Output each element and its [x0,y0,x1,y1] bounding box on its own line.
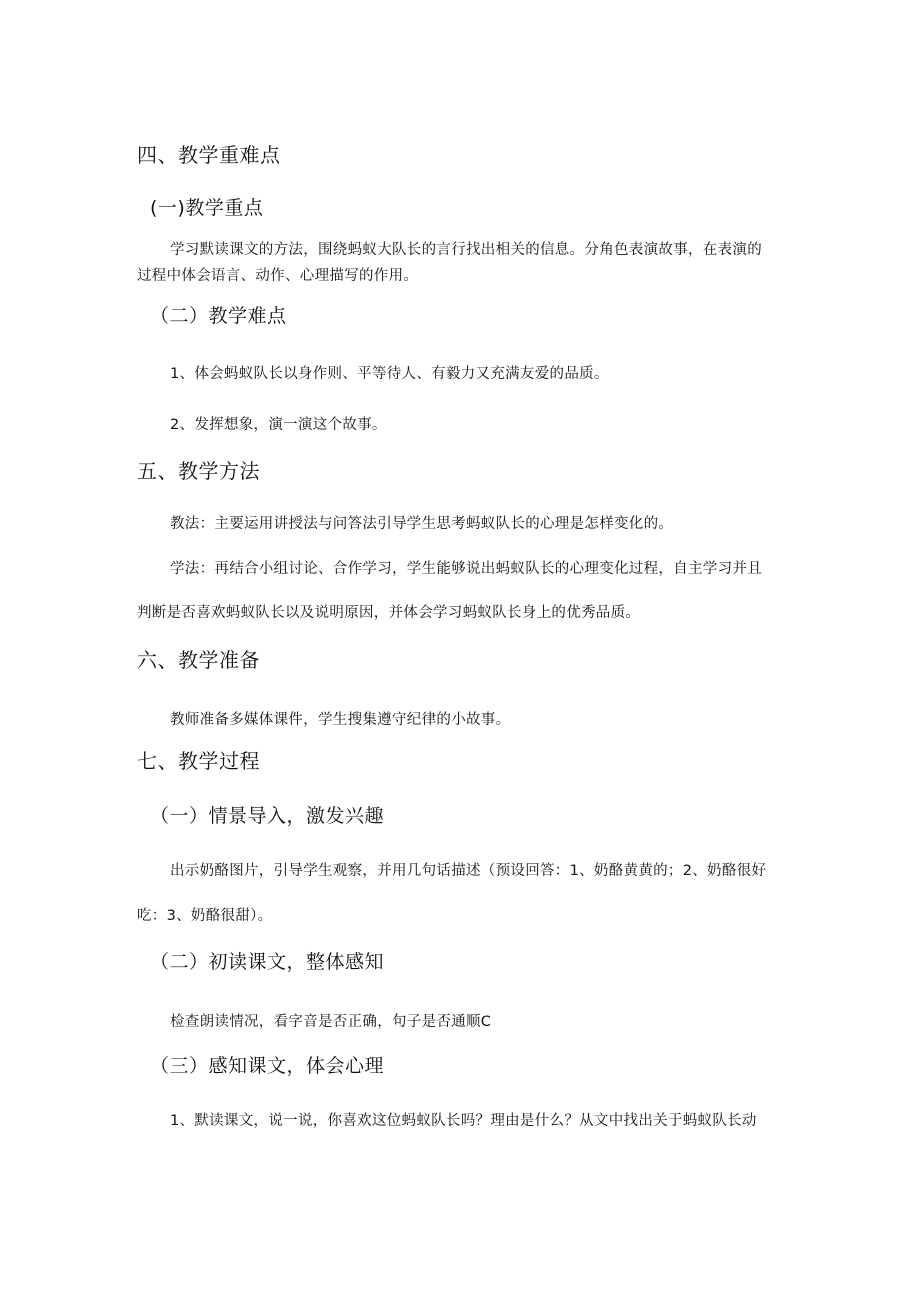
section-heading-4: 四、教学重难点 [137,143,281,167]
list-item: 1、体会蚂蚁队长以身作则、平等待人、有毅力又充满友爱的品质。 [170,366,609,382]
subheading-difficulties: （二）教学难点 [150,305,287,327]
paragraph-line: 学习默读课文的方法，围绕蚂蚁大队长的言行找出相关的信息。分角色表演故事，在表演的 [170,242,762,258]
subheading-introduction: （一）情景导入，激发兴趣 [150,805,385,827]
section-heading-5: 五、教学方法 [137,459,260,483]
paragraph-line: 检查朗读情况，看字音是否正确，句子是否通顺C [170,1014,492,1030]
paragraph-line: 1、默读课文，说一说，你喜欢这位蚂蚁队长吗？理由是什么？从文中找出关于蚂蚁队长动 [170,1113,757,1129]
paragraph-line: 学法：再结合小组讨论、合作学习，学生能够说出蚂蚁队长的心理变化过程，自主学习并且 [170,561,762,577]
section-heading-7: 七、教学过程 [137,749,260,773]
paragraph-line: 出示奶酪图片，引导学生观察，并用几句话描述（预设回答：1、奶酪黄黄的；2、奶酪很好 [170,863,767,879]
subheading-key-points: (一)教学重点 [150,197,264,219]
subheading-perceive-text: （三）感知课文，体会心理 [150,1055,385,1077]
paragraph-line: 教法：主要运用讲授法与问答法引导学生思考蚂蚁队长的心理是怎样变化的。 [170,516,674,532]
paragraph-line: 过程中体会语言、动作、心理描写的作用。 [137,268,419,284]
section-heading-6: 六、教学准备 [137,648,260,672]
subheading-first-reading: （二）初读课文，整体感知 [150,951,385,973]
list-item: 2、发挥想象，演一演这个故事。 [170,417,387,433]
paragraph-line: 吃：3、奶酪很甜）。 [137,908,273,924]
paragraph-line: 教师准备多媒体课件，学生搜集遵守纪律的小故事。 [170,712,511,728]
paragraph-line: 判断是否喜欢蚂蚁队长以及说明原因，并体会学习蚂蚁队长身上的优秀品质。 [137,605,641,621]
